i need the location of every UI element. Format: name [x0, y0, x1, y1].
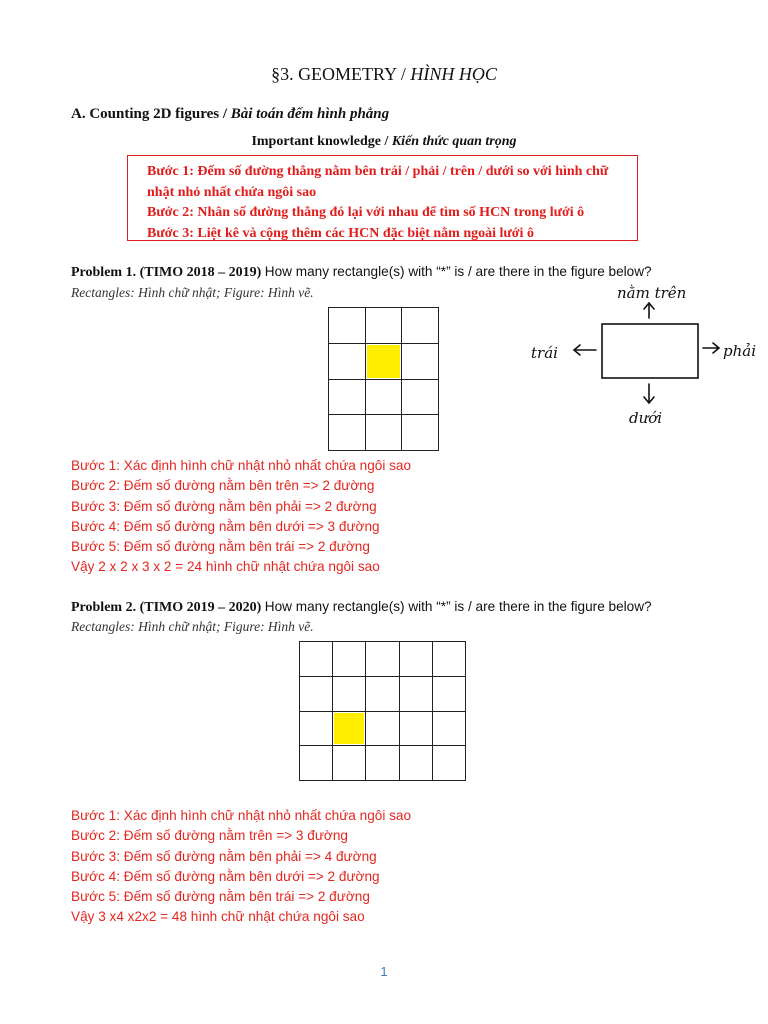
sketch-label-top: nằm trên [617, 284, 687, 302]
solution-line: Bước 4: Đếm số đường nằm bên dưới => 3 đường [71, 518, 380, 534]
important-knowledge-heading [0, 134, 768, 150]
arrow-right-icon [703, 343, 719, 353]
solution-line: Bước 5: Đếm số đường nằm bên trái => 2 đường [71, 539, 370, 555]
grid-cell [332, 676, 366, 712]
problem-2-grid [299, 641, 465, 780]
key-step: Bước 1: Đếm số đường thẳng nằm bên trái / phải / trên / dưới so với hình chữ nhật nhỏ nhất chứa ngôi sao [147, 164, 609, 200]
grid-cell [365, 307, 403, 344]
problem-1-steps [71, 456, 411, 578]
problem-1-note: Rectangles: Hình chữ nhật; Figure: Hình vẽ. [71, 285, 314, 300]
grid-cell [299, 711, 333, 747]
page-title [0, 64, 768, 85]
grid-cell [365, 379, 403, 416]
title-main: §3. GEOMETRY / [271, 64, 411, 84]
grid-cell [328, 379, 366, 416]
sketch-label-left: trái [531, 344, 558, 362]
grid-cell [365, 641, 399, 677]
grid-cell [299, 676, 333, 712]
important-main: Important knowledge / [251, 134, 392, 149]
key-step: Bước 3: Liệt kê và cộng thêm các HCN đặc biệt nằm ngoài lưới ô [147, 225, 534, 241]
grid-cell [328, 307, 366, 344]
grid-cell [432, 676, 466, 712]
problem-1-label: Problem 1. (TIMO 2018 – 2019) [71, 265, 262, 280]
key-steps-box [127, 155, 638, 241]
problem-2-question: How many rectangle(s) with “*” is / are there in the figure below? [264, 599, 652, 614]
grid-cell [401, 379, 439, 416]
grid-cell [401, 307, 439, 344]
solution-line: Bước 2: Đếm số đường nằm trên => 3 đường [71, 828, 348, 844]
problem-1-question: How many rectangle(s) with “*” is / are there in the figure below? [264, 264, 652, 279]
grid-cell [328, 343, 366, 380]
important-italic: Kiến thức quan trọng [391, 134, 517, 149]
solution-line: Bước 2: Đếm số đường nằm bên trên => 2 đường [71, 478, 375, 494]
grid-cell [365, 414, 403, 451]
solution-line: Bước 4: Đếm số đường nằm bên dưới => 2 đường [71, 868, 380, 884]
section-heading-italic: Bài toán đếm hình phẳng [230, 106, 390, 122]
grid-cell [332, 641, 366, 677]
grid-cell [299, 745, 333, 781]
grid-cell [399, 676, 433, 712]
grid-cell [432, 641, 466, 677]
problem-1-statement [71, 264, 652, 281]
grid-cell [432, 711, 466, 747]
solution-line: Bước 1: Xác định hình chữ nhật nhỏ nhất chứa ngôi sao [71, 808, 412, 823]
grid-cell [399, 711, 433, 747]
solution-line: Bước 5: Đếm số đường nằm bên trái => 2 đường [71, 889, 370, 905]
solution-line: Bước 3: Đếm số đường nằm bên phải => 2 đường [71, 498, 377, 514]
grid-cell [399, 641, 433, 677]
grid-cell [401, 343, 439, 380]
arrow-down-icon [644, 384, 654, 403]
grid-cell [299, 641, 333, 677]
problem-2-note: Rectangles: Hình chữ nhật; Figure: Hình vẽ. [71, 619, 314, 634]
grid-cell [432, 745, 466, 781]
grid-cell [401, 414, 439, 451]
sketch-label-right: phải [723, 342, 757, 360]
arrow-left-icon [574, 345, 596, 355]
sketch-label-bottom: dưới [629, 409, 663, 427]
grid-cell [365, 745, 399, 781]
grid-cell [365, 676, 399, 712]
grid-cell [365, 711, 399, 747]
sketch-rectangle [602, 324, 698, 378]
handwritten-rectangle-sketch [525, 280, 765, 430]
star-cell-highlight [334, 713, 364, 745]
arrow-up-icon [644, 303, 654, 318]
star-cell-highlight [367, 345, 401, 378]
problem-2-steps [71, 806, 411, 928]
key-step: Bước 2: Nhân số đường thẳng đó lại với nhau để tìm số HCN trong lưới ô [147, 205, 585, 220]
solution-line: Vậy 2 x 2 x 3 x 2 = 24 hình chữ nhật chứa ngôi sao [71, 559, 380, 575]
solution-line: Bước 1: Xác định hình chữ nhật nhỏ nhất chứa ngôi sao [71, 458, 412, 473]
section-heading-main: A. Counting 2D figures / [71, 106, 231, 122]
problem-1-grid [328, 307, 438, 450]
grid-cell [399, 745, 433, 781]
section-heading [71, 106, 389, 123]
grid-cell [328, 414, 366, 451]
page-number: 1 [380, 964, 388, 979]
problem-2-statement [71, 599, 652, 616]
solution-line: Bước 3: Đếm số đường nằm bên phải => 4 đường [71, 848, 377, 864]
problem-2-label: Problem 2. (TIMO 2019 – 2020) [71, 600, 262, 615]
solution-line: Vậy 3 x4 x2x2 = 48 hình chữ nhật chứa ngôi sao [71, 909, 365, 925]
grid-cell [332, 745, 366, 781]
title-italic: HÌNH HỌC [410, 64, 497, 84]
